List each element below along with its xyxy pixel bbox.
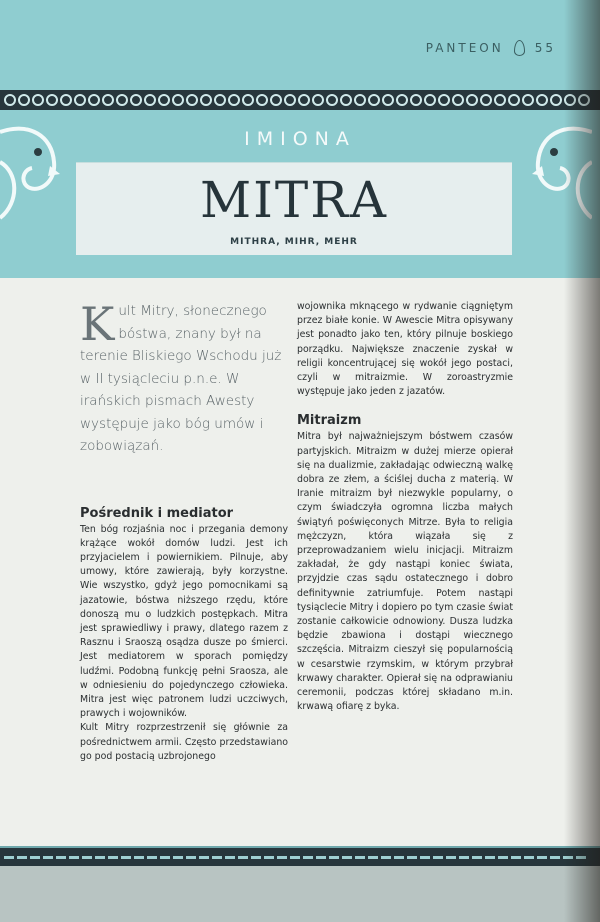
header-banner	[0, 0, 600, 278]
body-paragraph: Mitra był najważniejszym bóstwem czasów partyjskich. Mitraizm w dużej mierze opierał się na dualizmie, zakładając odwieczną walkę dobra ze złem, a ściślej ducha z materią. W Iranie mitraizm był niezwykle popularny, o czym świadczyła ogromna liczba małych świątyń poświęconych Mitrze. Była to religia mężczyzn, która wiązała się z przeprowadzaniem wielu inicjacji. Mitraizm zakładał, że gdy nastąpi koniec świata, przyjdzie czas sądu ostatecznego i dobro definitywnie zatriumfuje. Potem nastąpi tysiąclecie Mitry i dopiero po tym czasie świat zostanie całkowicie odnowiony. Dusza ludzka będzie zbawiona i dostąpi wiecznego szczęścia. Mitraizm cieszył się popularnością w cesarstwie rzymskim, w którym przybrał krwawy charakter. Opierał się na odprawianiu ceremonii, podczas której składano m.in. krwawą ofiarę z byka.	[297, 431, 513, 713]
running-head	[426, 40, 556, 56]
page-bottom-margin	[0, 866, 600, 922]
alternate-names: MITHRA, MIHR, MEHR	[230, 237, 358, 247]
ornamental-border-bottom	[0, 846, 600, 866]
left-column	[80, 297, 288, 764]
ornamental-border-top	[0, 90, 600, 110]
leaf-icon	[514, 40, 525, 56]
body-paragraph: Kult Mitry rozprzestrzenił się głównie za pośrednictwem armii. Często przedstawiano go pod postacią uzbrojonego	[80, 722, 288, 762]
lead-paragraph	[80, 297, 288, 458]
right-column	[297, 300, 513, 714]
page-title: MITRA	[199, 171, 389, 229]
page-edge-shadow	[564, 0, 600, 922]
running-head-label: PANTEON	[425, 41, 504, 55]
section-label: IMIONA	[244, 128, 356, 150]
subheading-mitraizm: Mitraizm	[297, 413, 362, 429]
subheading-mediator: Pośrednik i mediator	[80, 505, 234, 521]
page-number: 55	[534, 41, 556, 55]
title-box	[76, 162, 512, 255]
drop-cap: K	[80, 297, 115, 351]
body-paragraph: Ten bóg rozjaśnia noc i przegania demony krążące wokół domów ludzi. Jest ich przyjacielem i powiernikiem. Pilnuje, aby umowy, które zawierają, były korzystne. Wie wszystko, gdyż jego pomocnikami są jazatowie, bóstwa niższego rzędu, które donoszą mu o ludzkich postępkach. Mitra jest sprawiedliwy i prawy, dlatego razem z Rasznu i Sraoszą osądza dusze po śmierci. Jest mediatorem w sporach pomiędzy ludźmi. Podobną funkcję pełni Sraosza, ale w odniesieniu do pojedynczego człowieka. Mitra jest więc patronem ludzi uczciwych, prawych i wojowników.	[80, 523, 288, 720]
body-paragraph: wojownika mknącego w rydwanie ciągniętym przez białe konie. W Awescie Mitra opisywany jest ponadto jako ten, który pilnuje boskiego porządku. Największe znaczenie zyskał w religii koncentrującej się wokół jego postaci, czyli w mitraizmie. W zoroastryzmie występuje jako jeden z jazatów.	[297, 301, 513, 398]
lead-text: ult Mitry, słonecznego bóstwa, znany był na terenie Bliskiego Wschodu już w II tysiącleciu p.n.e. W irańskich pismach Awesty występuje jako bóg umów i zobowiązań.	[80, 303, 282, 454]
